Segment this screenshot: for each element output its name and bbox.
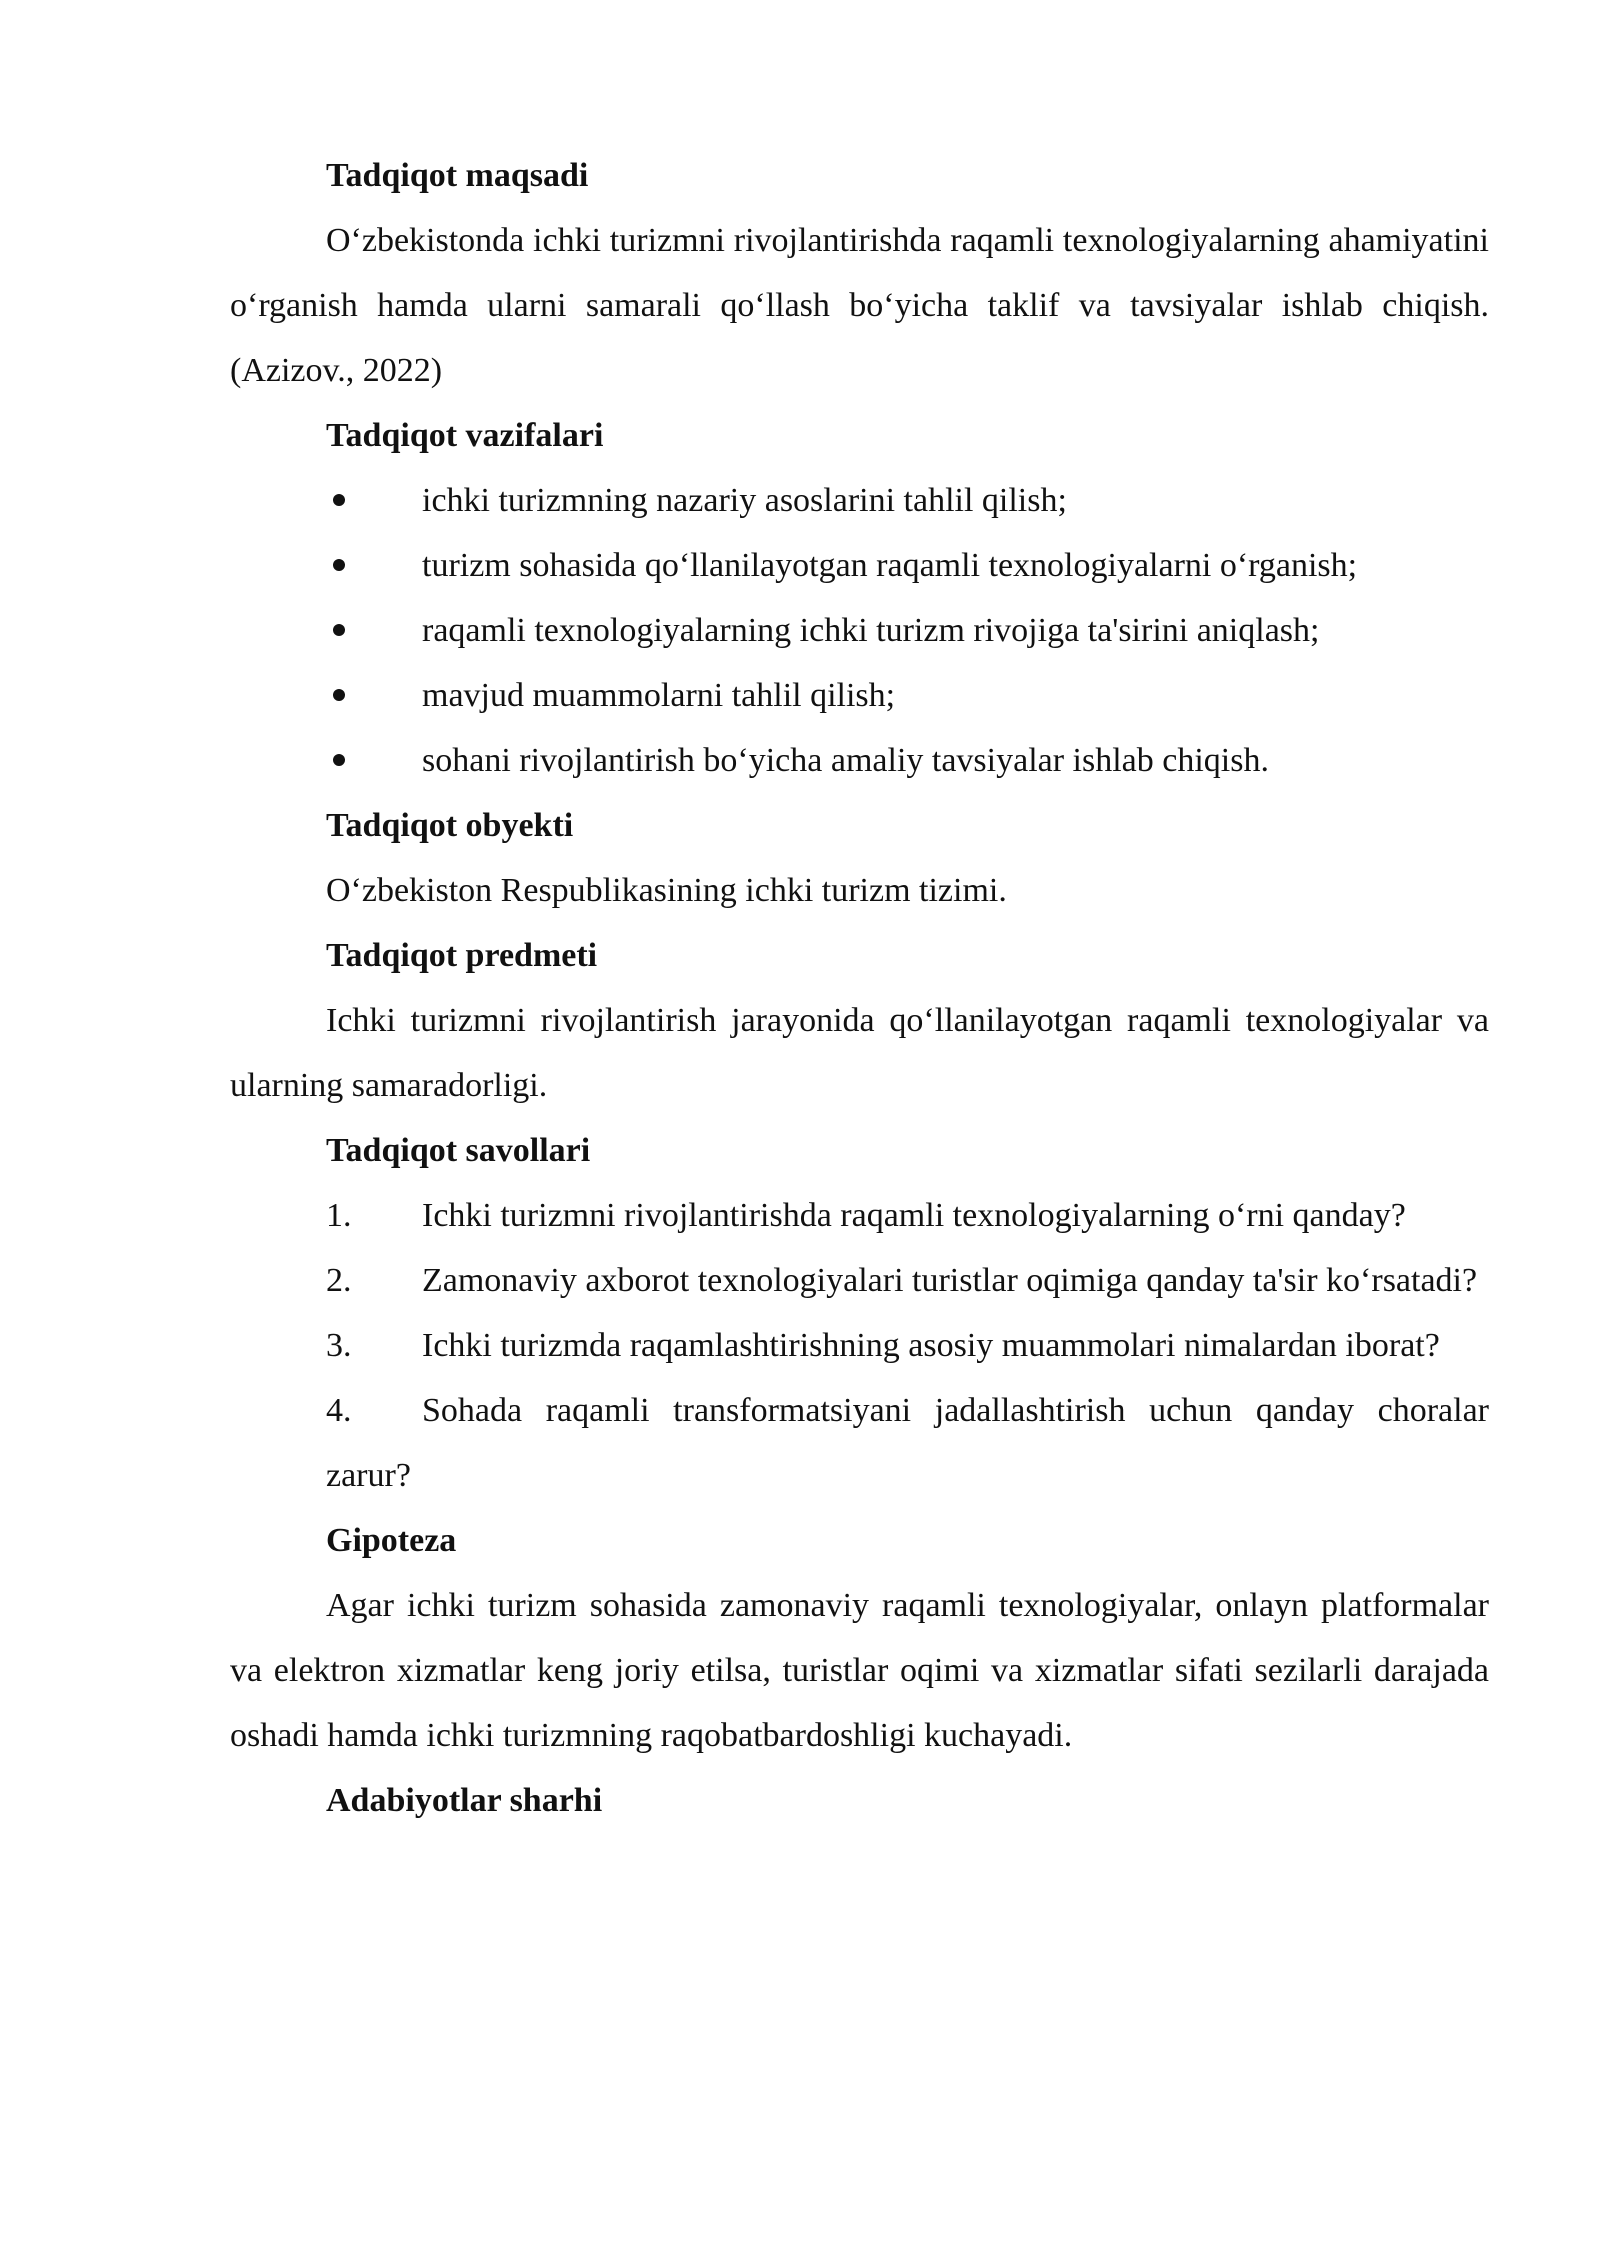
- list-item: [326, 598, 1489, 663]
- bullet-icon: [326, 728, 422, 793]
- heading-maqsad: Tadqiqot maqsadi: [326, 157, 589, 194]
- question-text: Zamonaviy axborot texnologiyalari turistlar oqimiga qanday ta'sir ko‘rsatadi?: [422, 1262, 1478, 1299]
- heading-gipoteza: Gipoteza: [326, 1522, 457, 1559]
- bullet-icon: [326, 533, 422, 598]
- bullet-icon: [326, 598, 422, 663]
- question-item: [326, 1183, 1489, 1248]
- question-text: Sohada raqamli transformatsiyani jadallashtirish uchun qanday choralar zarur?: [326, 1392, 1489, 1494]
- question-item: [326, 1378, 1489, 1508]
- list-item: [326, 728, 1489, 793]
- questions-list: [230, 1183, 1489, 1508]
- list-item-text: turizm sohasida qo‘llanilayotgan raqamli texnologiyalarni o‘rganish;: [422, 547, 1358, 584]
- tasks-list: [230, 468, 1489, 793]
- document-body: [230, 143, 1489, 1833]
- list-item-text: ichki turizmning nazariy asoslarini tahlil qilish;: [422, 482, 1067, 519]
- heading-vazifalar: Tadqiqot vazifalari: [326, 417, 604, 454]
- bullet-icon: [326, 663, 422, 728]
- question-number: 4.: [326, 1392, 352, 1429]
- question-text: Ichki turizmni rivojlantirishda raqamli texnologiyalarning o‘rni qanday?: [422, 1197, 1406, 1234]
- list-item: [326, 468, 1489, 533]
- question-number: 3.: [326, 1327, 352, 1364]
- question-item: [326, 1313, 1489, 1378]
- heading-obyekt: Tadqiqot obyekti: [326, 807, 574, 844]
- question-text: Ichki turizmda raqamlashtirishning asosiy muammolari nimalardan iborat?: [422, 1327, 1440, 1364]
- heading-adabiyotlar: Adabiyotlar sharhi: [326, 1782, 603, 1819]
- question-item: [326, 1248, 1489, 1313]
- paragraph-maqsad: O‘zbekistonda ichki turizmni rivojlantirishda raqamli texnologiyalarning ahamiyatini o‘rganish hamda ularni samarali qo‘llash bo‘yicha taklif va tavsiyalar ishlab chiqish. (Azizov., 2022): [230, 222, 1489, 389]
- paragraph-obyekt: O‘zbekiston Respublikasining ichki turizm tizimi.: [326, 872, 1007, 909]
- list-item: [326, 533, 1489, 598]
- question-number: 2.: [326, 1262, 352, 1299]
- paragraph-gipoteza: Agar ichki turizm sohasida zamonaviy raqamli texnologiyalar, onlayn platformalar va elektron xizmatlar keng joriy etilsa, turistlar oqimi va xizmatlar sifati sezilarli darajada oshadi hamda ichki turizmning raqobatbardoshligi kuchayadi.: [230, 1587, 1489, 1754]
- bullet-icon: [326, 468, 422, 533]
- heading-savollar: Tadqiqot savollari: [326, 1132, 591, 1169]
- list-item-text: mavjud muammolarni tahlil qilish;: [422, 677, 896, 714]
- list-item-text: sohani rivojlantirish bo‘yicha amaliy tavsiyalar ishlab chiqish.: [422, 742, 1269, 779]
- list-item: [326, 663, 1489, 728]
- heading-predmet: Tadqiqot predmeti: [326, 937, 598, 974]
- list-item-text: raqamli texnologiyalarning ichki turizm rivojiga ta'sirini aniqlash;: [422, 612, 1320, 649]
- question-number: 1.: [326, 1197, 352, 1234]
- paragraph-predmet: Ichki turizmni rivojlantirish jarayonida qo‘llanilayotgan raqamli texnologiyalar va ularning samaradorligi.: [230, 1002, 1489, 1104]
